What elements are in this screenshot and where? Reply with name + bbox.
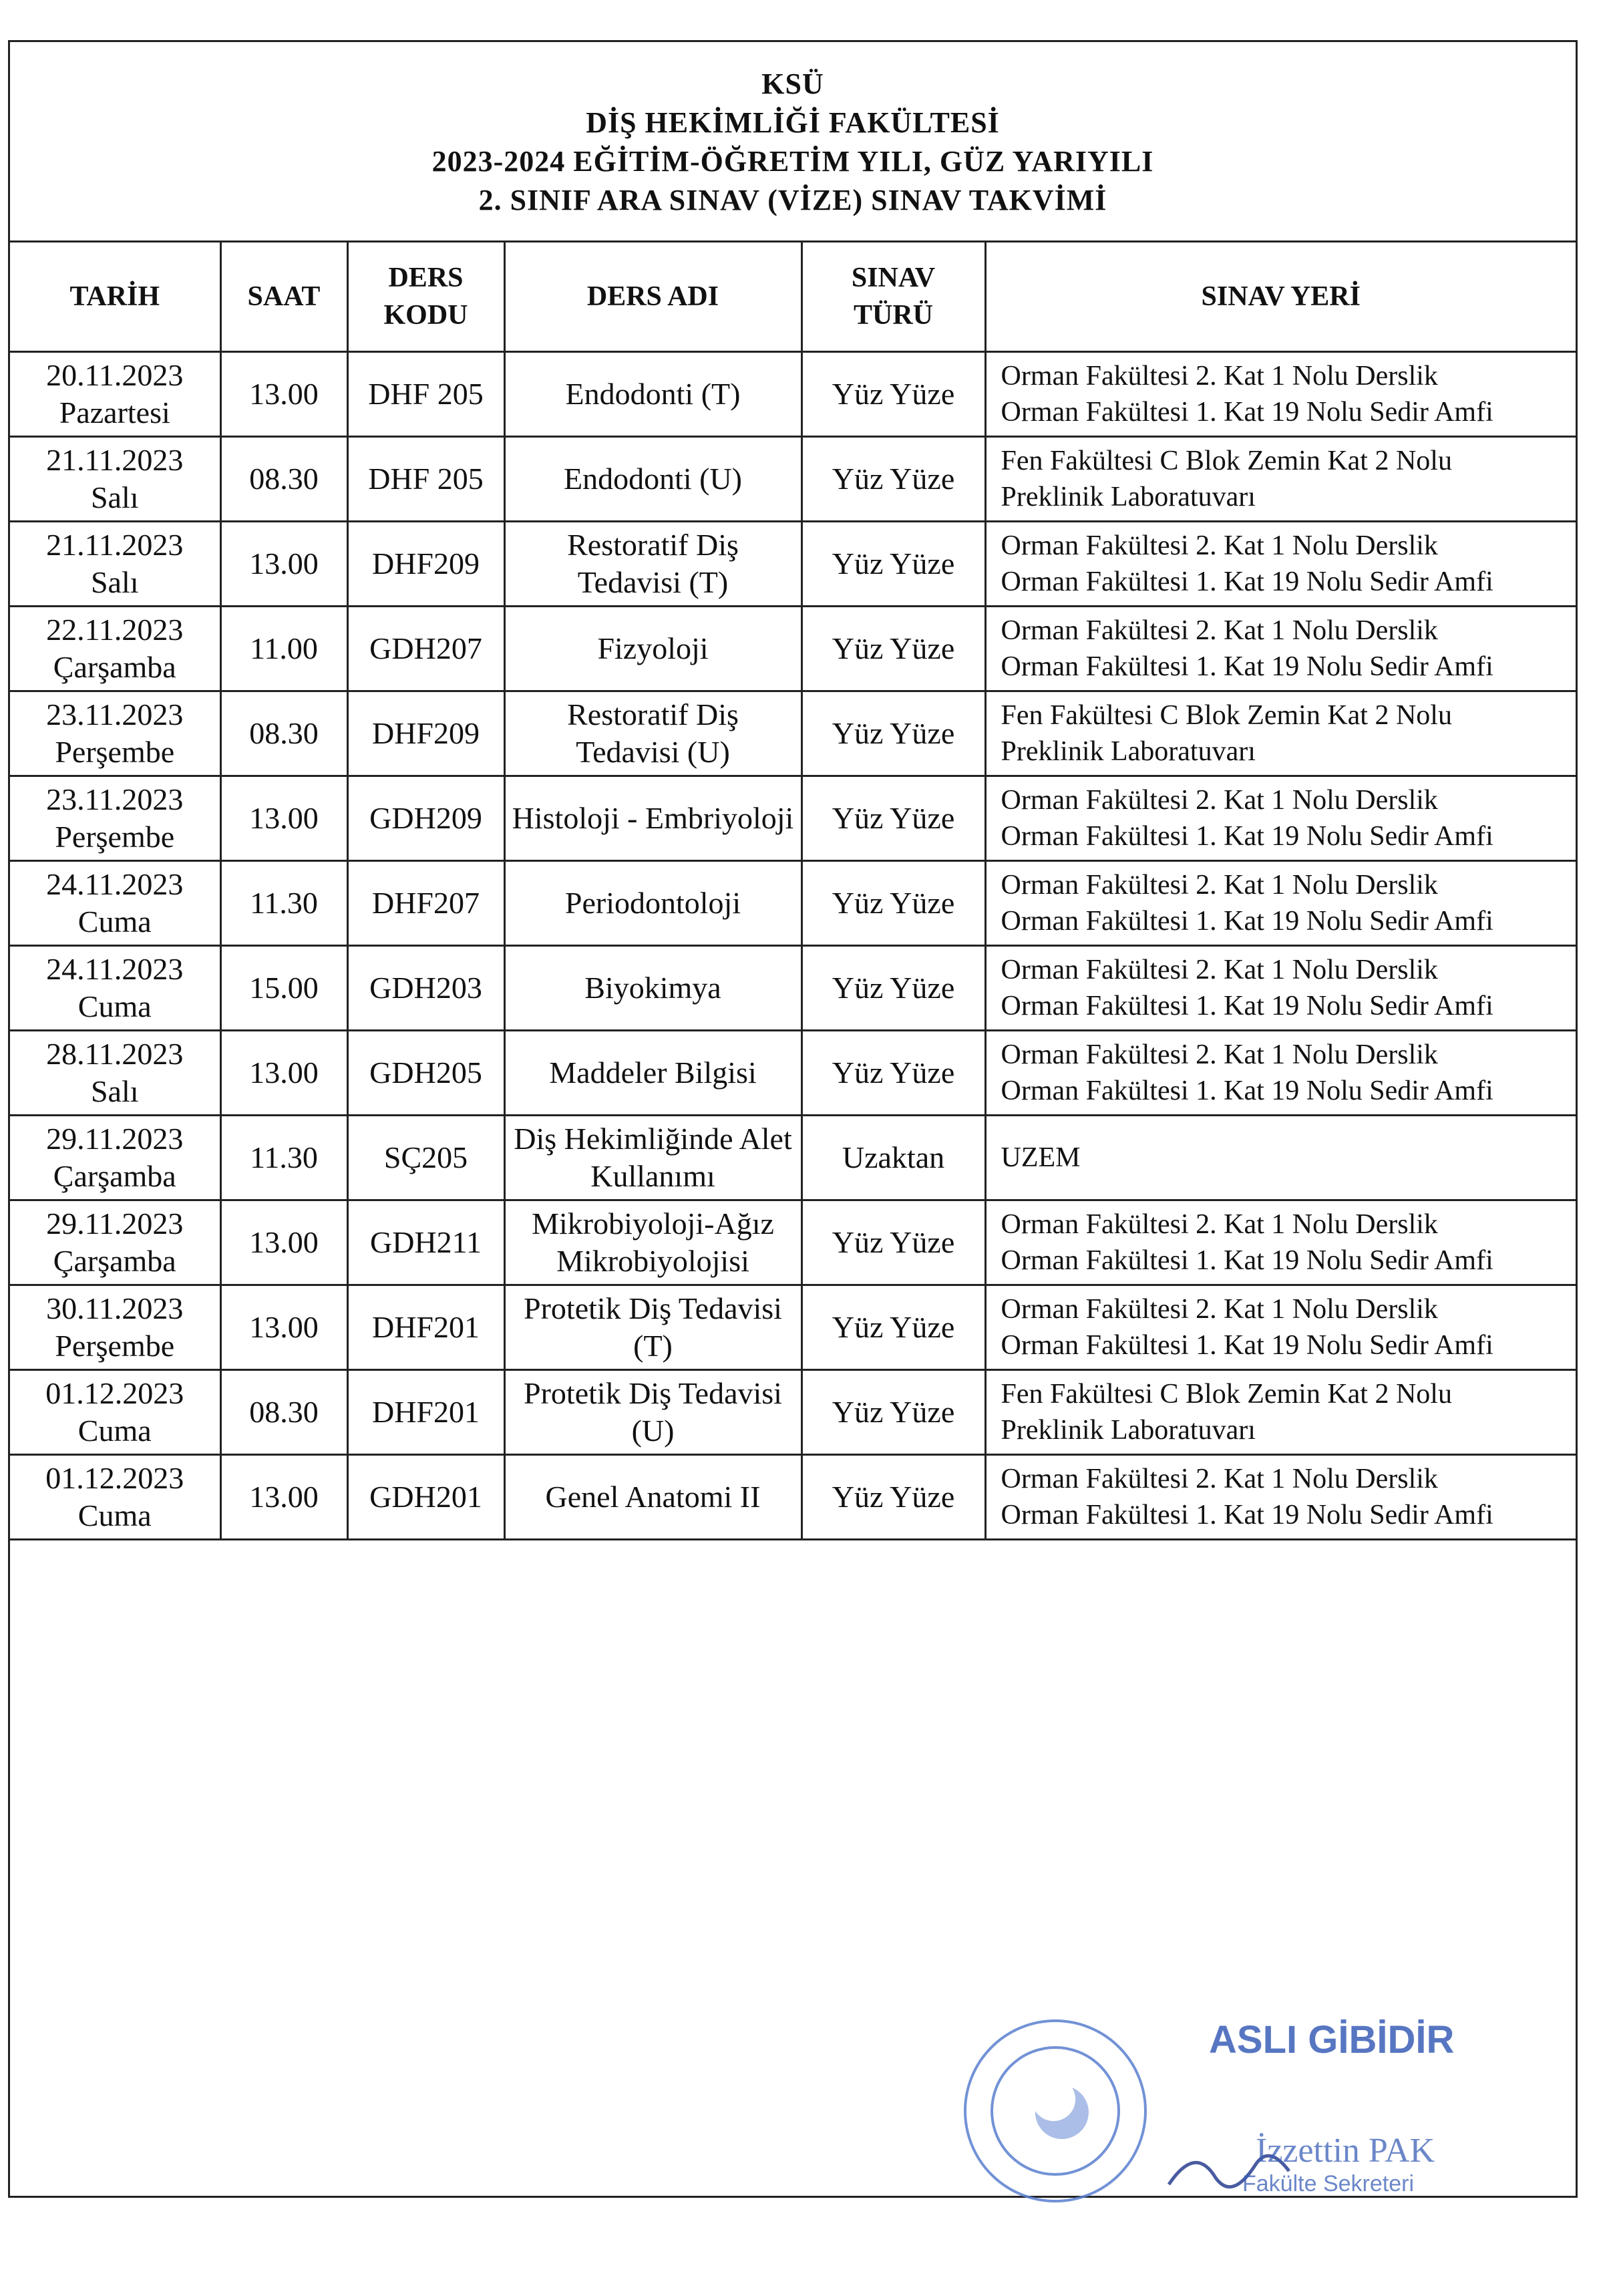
cell-course-code: DHF 205 [347,352,504,437]
cell-date [10,522,220,607]
cell-exam-type: Yüz Yüze [801,946,985,1031]
cell-time: 13.00 [220,1285,347,1370]
cell-course-name: Biyokimya [504,946,801,1031]
cell-exam-type: Yüz Yüze [801,522,985,607]
cell-exam-type: Yüz Yüze [801,1285,985,1370]
cell-time: 13.00 [220,1031,347,1116]
cell-date [10,861,220,946]
cell-time: 08.30 [220,691,347,776]
weekday-value: Cuma [77,989,152,1023]
table-row [10,691,1576,776]
cell-exam-place: Orman Fakültesi 2. Kat 1 Nolu Derslik Orman Fakültesi 1. Kat 19 Nolu Sedir Amfi [985,861,1576,946]
weekday-value: Çarşamba [53,1244,176,1278]
cell-time: 13.00 [220,1200,347,1285]
cell-date [10,1455,220,1540]
date-value: 24.11.2023 [46,952,184,986]
col-header-ders-adi: DERS ADI [504,242,801,352]
weekday-value: Pazartesi [59,395,170,430]
cell-date [10,1200,220,1285]
table-row [10,522,1576,607]
date-value: 29.11.2023 [46,1206,184,1241]
cell-course-code: DHF201 [347,1370,504,1455]
title-academic-year: 2023-2024 EĞİTİM-ÖĞRETİM YILI, GÜZ YARIYILI [431,145,1154,178]
cell-exam-type: Yüz Yüze [801,776,985,861]
weekday-value: Salı [90,1074,139,1108]
col-header-sinav-yeri: SINAV YERİ [985,242,1576,352]
date-value: 21.11.2023 [46,528,184,562]
cell-date [10,691,220,776]
cell-course-name: Histoloji - Embriyoloji [504,776,801,861]
table-row [10,437,1576,522]
cell-date [10,1031,220,1116]
table-row [10,1031,1576,1116]
cell-course-code: DHF209 [347,691,504,776]
date-value: 30.11.2023 [46,1291,184,1325]
cell-course-name: Restoratif Diş Tedavisi (T) [504,522,801,607]
table-row [10,1370,1576,1455]
cell-course-code: SÇ205 [347,1116,504,1200]
cell-exam-type: Yüz Yüze [801,861,985,946]
cell-course-code: GDH211 [347,1200,504,1285]
cell-time: 13.00 [220,352,347,437]
date-value: 29.11.2023 [46,1122,184,1156]
weekday-value: Perşembe [55,735,175,769]
cell-course-name: Diş Hekimliğinde Alet Kullanımı [504,1116,801,1200]
cell-course-name: Maddeler Bilgisi [504,1031,801,1116]
stamp-role: Fakülte Sekreteri [1242,2171,1414,2196]
cell-time: 08.30 [220,1370,347,1455]
title-block [10,42,1576,242]
cell-course-name: Protetik Diş Tedavisi (U) [504,1370,801,1455]
exam-schedule-table [10,240,1576,1540]
table-row [10,1285,1576,1370]
date-value: 28.11.2023 [46,1037,184,1071]
col-header-tarih: TARİH [10,242,220,352]
cell-course-name: Mikrobiyoloji-Ağız Mikrobiyolojisi [504,1200,801,1285]
col-header-ders-kodu: DERS KODU [347,242,504,352]
cell-date [10,1285,220,1370]
cell-exam-type: Yüz Yüze [801,437,985,522]
cell-exam-type: Yüz Yüze [801,607,985,691]
date-value: 01.12.2023 [45,1461,184,1495]
cell-course-code: GDH207 [347,607,504,691]
date-value: 22.11.2023 [46,613,184,647]
cell-exam-place: Orman Fakültesi 2. Kat 1 Nolu Derslik Orman Fakültesi 1. Kat 19 Nolu Sedir Amfi [985,1455,1576,1540]
cell-course-code: DHF207 [347,861,504,946]
cell-time: 15.00 [220,946,347,1031]
cell-exam-place: Orman Fakültesi 2. Kat 1 Nolu Derslik Orman Fakültesi 1. Kat 19 Nolu Sedir Amfi [985,522,1576,607]
cell-exam-place: Orman Fakültesi 2. Kat 1 Nolu Derslik Orman Fakültesi 1. Kat 19 Nolu Sedir Amfi [985,1285,1576,1370]
weekday-value: Cuma [77,1414,152,1448]
weekday-value: Salı [90,480,139,514]
cell-course-code: DHF 205 [347,437,504,522]
cell-course-code: GDH205 [347,1031,504,1116]
cell-exam-place: Orman Fakültesi 2. Kat 1 Nolu Derslik Orman Fakültesi 1. Kat 19 Nolu Sedir Amfi [985,1200,1576,1285]
cell-exam-place: Orman Fakültesi 2. Kat 1 Nolu Derslik Orman Fakültesi 1. Kat 19 Nolu Sedir Amfi [985,352,1576,437]
table-row [10,1200,1576,1285]
cell-exam-type: Yüz Yüze [801,1200,985,1285]
cell-exam-place: Fen Fakültesi C Blok Zemin Kat 2 Nolu Preklinik Laboratuvarı [985,691,1576,776]
weekday-value: Salı [90,565,139,599]
cell-exam-place: Orman Fakültesi 2. Kat 1 Nolu Derslik Orman Fakültesi 1. Kat 19 Nolu Sedir Amfi [985,607,1576,691]
cell-exam-place: Orman Fakültesi 2. Kat 1 Nolu Derslik Orman Fakültesi 1. Kat 19 Nolu Sedir Amfi [985,1031,1576,1116]
cell-exam-type: Yüz Yüze [801,1031,985,1116]
cell-time: 11.30 [220,1116,347,1200]
cell-time: 13.00 [220,522,347,607]
weekday-value: Çarşamba [53,650,176,684]
cell-course-code: DHF209 [347,522,504,607]
cell-time: 08.30 [220,437,347,522]
table-row [10,861,1576,946]
table-row [10,352,1576,437]
cell-date [10,607,220,691]
cell-course-code: DHF201 [347,1285,504,1370]
date-value: 21.11.2023 [46,443,184,477]
weekday-value: Perşembe [55,1329,175,1363]
table-header-row [10,242,1576,352]
title-university: KSÜ [761,67,824,100]
date-value: 23.11.2023 [46,697,184,731]
cell-exam-type: Yüz Yüze [801,1455,985,1540]
date-value: 24.11.2023 [46,867,184,901]
weekday-value: Cuma [77,905,152,939]
cell-course-code: GDH203 [347,946,504,1031]
col-header-sinav-turu: SINAV TÜRÜ [801,242,985,352]
table-row [10,1455,1576,1540]
stamp-certified-text: ASLI GİBİDİR [1209,2018,1455,2062]
cell-exam-place: Fen Fakültesi C Blok Zemin Kat 2 Nolu Preklinik Laboratuvarı [985,437,1576,522]
cell-exam-place: UZEM [985,1116,1576,1200]
col-header-saat: SAAT [220,242,347,352]
table-row [10,1116,1576,1200]
cell-time: 11.30 [220,861,347,946]
date-value: 20.11.2023 [46,358,184,392]
cell-course-code: GDH209 [347,776,504,861]
stamp-signatory: İzzettin PAK [1256,2132,1435,2170]
cell-course-name: Endodonti (T) [504,352,801,437]
cell-date [10,946,220,1031]
date-value: 23.11.2023 [46,782,184,816]
cell-exam-type: Yüz Yüze [801,352,985,437]
cell-course-name: Periodontoloji [504,861,801,946]
title-schedule: 2. SINIF ARA SINAV (VİZE) SINAV TAKVİMİ [478,184,1107,216]
table-row [10,607,1576,691]
table-row [10,946,1576,1031]
title-faculty: DİŞ HEKİMLİĞİ FAKÜLTESİ [586,106,1000,139]
cell-date [10,776,220,861]
cell-course-name: Genel Anatomi II [504,1455,801,1540]
weekday-value: Çarşamba [53,1159,176,1193]
cell-exam-type: Yüz Yüze [801,1370,985,1455]
cell-exam-place: Orman Fakültesi 2. Kat 1 Nolu Derslik Orman Fakültesi 1. Kat 19 Nolu Sedir Amfi [985,946,1576,1031]
table-body [10,352,1576,1540]
cell-date [10,352,220,437]
cell-exam-place: Fen Fakültesi C Blok Zemin Kat 2 Nolu Preklinik Laboratuvarı [985,1370,1576,1455]
weekday-value: Perşembe [55,820,175,854]
weekday-value: Cuma [77,1498,152,1532]
cell-date [10,1370,220,1455]
cell-course-name: Endodonti (U) [504,437,801,522]
document-sheet [8,40,1578,2198]
cell-course-name: Fizyoloji [504,607,801,691]
cell-time: 13.00 [220,1455,347,1540]
cell-course-code: GDH201 [347,1455,504,1540]
date-value: 01.12.2023 [45,1376,184,1410]
cell-time: 13.00 [220,776,347,861]
cell-course-name: Restoratif Diş Tedavisi (U) [504,691,801,776]
cell-date [10,1116,220,1200]
cell-exam-place: Orman Fakültesi 2. Kat 1 Nolu Derslik Orman Fakültesi 1. Kat 19 Nolu Sedir Amfi [985,776,1576,861]
cell-date [10,437,220,522]
table-row [10,776,1576,861]
cell-exam-type: Uzaktan [801,1116,985,1200]
cell-time: 11.00 [220,607,347,691]
cell-course-name: Protetik Diş Tedavisi (T) [504,1285,801,1370]
cell-exam-type: Yüz Yüze [801,691,985,776]
